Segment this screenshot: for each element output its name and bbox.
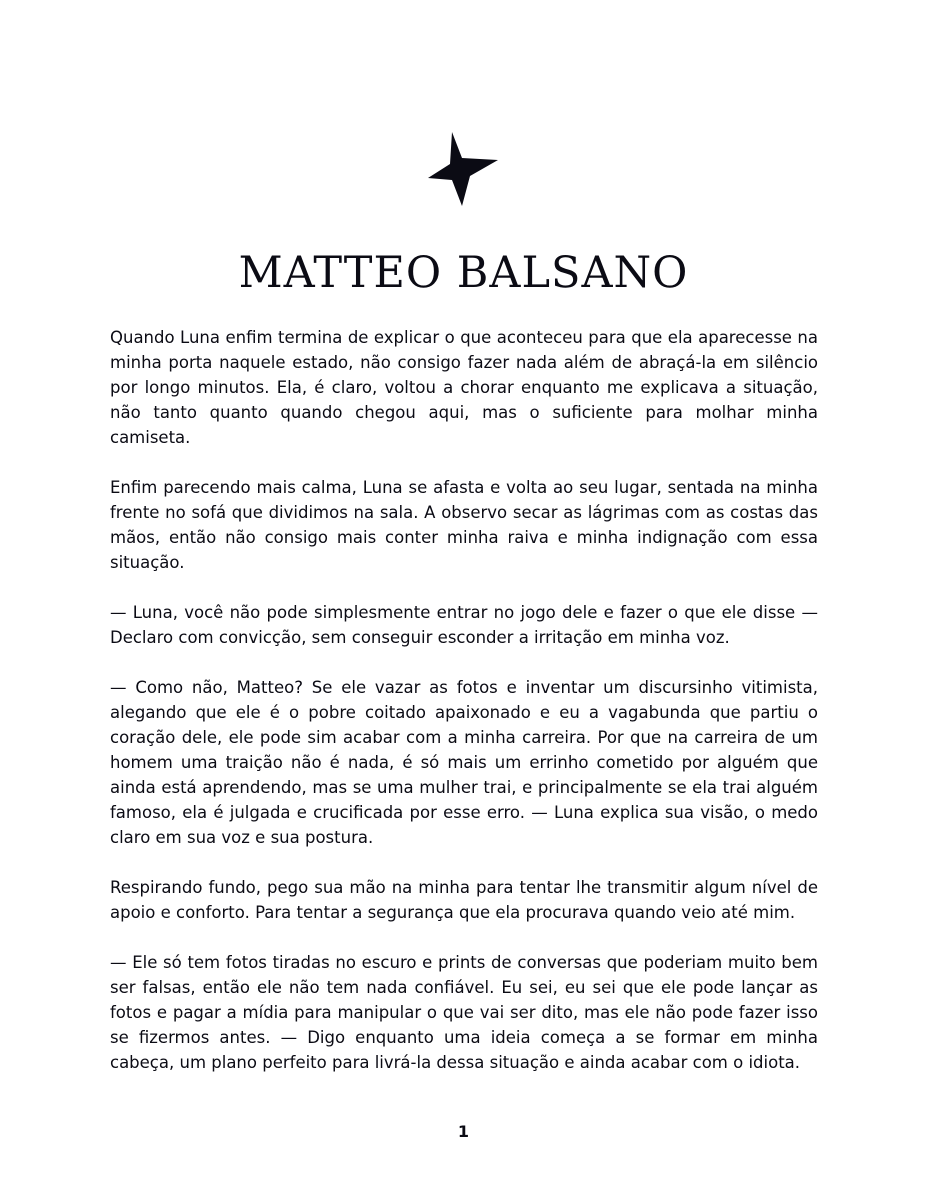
paragraph: — Como não, Matteo? Se ele vazar as fotos e inventar um discursinho vitimista, alegando que ele é o pobre coitado apaixonado e eu a vagabunda que partiu o coração dele, ele pode sim acabar com a minha carreira. Por que na carreira de um homem uma traição não é nada, é só mais um errinho cometido por alguém que ainda está aprendendo, mas se uma mulher trai, e principalmente se ela trai alguém famoso, ela é julgada e crucificada por esse erro. — Luna explica sua visão, o medo claro em sua voz e sua postura. <box>110 678 818 847</box>
paragraph: — Luna, você não pode simplesmente entrar no jogo dele e fazer o que ele disse — Declaro com convicção, sem conseguir esconder a irritação em minha voz. <box>110 603 818 647</box>
chapter-title: MATTEO BALSANO <box>238 248 689 298</box>
body-text <box>110 325 818 1100</box>
paragraph: Respirando fundo, pego sua mão na minha para tentar lhe transmitir algum nível de apoio e conforto. Para tentar a segurança que ela procurava quando veio até mim. <box>110 878 818 922</box>
page-number: 1 <box>457 1122 470 1141</box>
paragraph: Enfim parecendo mais calma, Luna se afasta e volta ao seu lugar, sentada na minha frente no sofá que dividimos na sala. A observo secar as lágrimas com as costas das mãos, então não consigo mais conter minha raiva e minha indignação com essa situação. <box>110 478 818 572</box>
paragraph: — Ele só tem fotos tiradas no escuro e prints de conversas que poderiam muito bem ser falsas, então ele não tem nada confiável. Eu sei, eu sei que ele pode lançar as fotos e pagar a mídia para manipular o que vai ser dito, mas ele não pode fazer isso se fizermos antes. — Digo enquanto uma ideia começa a se formar em minha cabeça, um plano perfeito para livrá-la dessa situação e ainda acabar com o idiota. <box>110 953 818 1072</box>
star-icon <box>424 130 504 208</box>
paragraph: Quando Luna enfim termina de explicar o que aconteceu para que ela aparecesse na minha porta naquele estado, não consigo fazer nada além de abraçá-la em silêncio por longo minutos. Ela, é claro, voltou a chorar enquanto me explicava a situação, não tanto quanto quando chegou aqui, mas o suficiente para molhar minha camiseta. <box>110 328 818 447</box>
